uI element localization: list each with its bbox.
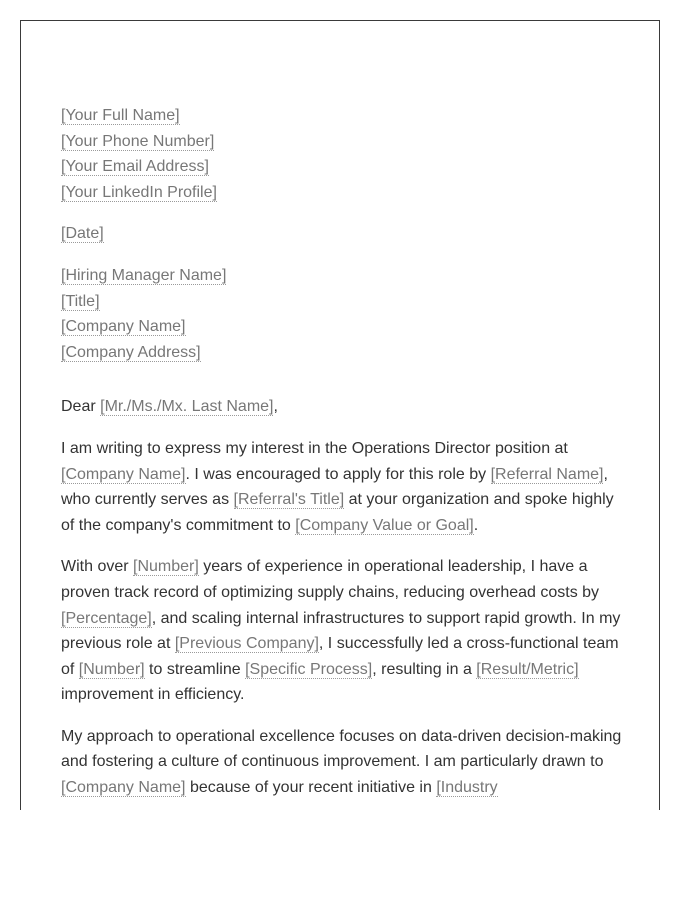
recipient-title[interactable]: [Title] — [61, 292, 100, 310]
letter-date[interactable]: [Date] — [61, 225, 104, 243]
p2-text-5: to streamline — [144, 660, 246, 678]
p2-team-size[interactable]: [Number] — [78, 660, 145, 678]
p2-text-3: , and scaling internal infrastructures to support rapid growth. In my previous role at — [61, 609, 621, 653]
p2-previous-company[interactable]: [Previous Company] — [174, 635, 319, 653]
salutation-suffix: , — [273, 398, 278, 416]
p3-company-name[interactable]: [Company Name] — [61, 779, 186, 797]
paragraph-1 — [61, 436, 626, 538]
paragraph-2 — [61, 554, 626, 708]
recipient-manager[interactable]: [Hiring Manager Name] — [61, 266, 227, 284]
p2-years[interactable]: [Number] — [133, 558, 199, 576]
p2-metric[interactable]: [Result/Metric] — [476, 660, 579, 678]
p2-text-4: , I successfully led a cross-functional team of — [61, 635, 619, 678]
date-block — [61, 221, 626, 247]
p2-text-6: , resulting in a — [372, 660, 477, 678]
p1-text-1: I am writing to express my interest in the Operations Director position at — [61, 439, 568, 457]
p2-process[interactable]: [Specific Process] — [245, 660, 373, 678]
letter-content — [61, 103, 626, 801]
sender-block — [61, 103, 626, 205]
p1-text-2: . I was encouraged to apply for this role by — [185, 465, 491, 483]
p1-referral-name[interactable]: [Referral Name] — [490, 465, 604, 483]
salutation-name[interactable]: [Mr./Ms./Mx. Last Name] — [100, 398, 274, 416]
recipient-company[interactable]: [Company Name] — [61, 318, 186, 336]
recipient-address[interactable]: [Company Address] — [61, 343, 201, 361]
p3-text-1: My approach to operational excellence focuses on data-driven decision-making and fostering a culture of continuous improvement. I am particularly drawn to — [61, 727, 622, 771]
sender-email[interactable]: [Your Email Address] — [61, 158, 209, 176]
p2-text-7: improvement in efficiency. — [61, 686, 245, 704]
salutation — [61, 394, 626, 420]
p1-text-5: . — [473, 516, 479, 534]
sender-linkedin[interactable]: [Your LinkedIn Profile] — [61, 183, 217, 201]
sender-full-name[interactable]: [Your Full Name] — [61, 107, 180, 124]
p2-text-1: With over — [61, 558, 134, 576]
paragraph-3 — [61, 724, 626, 801]
p2-percentage[interactable]: [Percentage] — [61, 609, 152, 627]
p3-text-2: because of your recent initiative in — [185, 779, 437, 797]
p3-industry[interactable]: [Industry — [436, 779, 498, 797]
p1-text-4: at your organization and spoke highly of the company's commitment to — [61, 491, 614, 534]
p2-text-2: years of experience in operational leadership, I have a proven track record of optimizing supply chains, reducing overhead costs by — [61, 558, 600, 601]
p1-referral-title[interactable]: [Referral's Title] — [233, 491, 345, 509]
letter-page — [20, 20, 660, 810]
salutation-prefix: Dear — [61, 398, 101, 416]
p1-company-name[interactable]: [Company Name] — [61, 465, 186, 483]
sender-phone[interactable]: [Your Phone Number] — [61, 132, 215, 150]
p1-company-value[interactable]: [Company Value or Goal] — [295, 516, 474, 534]
p1-text-3: , who currently serves as — [61, 465, 608, 509]
recipient-block — [61, 263, 626, 365]
